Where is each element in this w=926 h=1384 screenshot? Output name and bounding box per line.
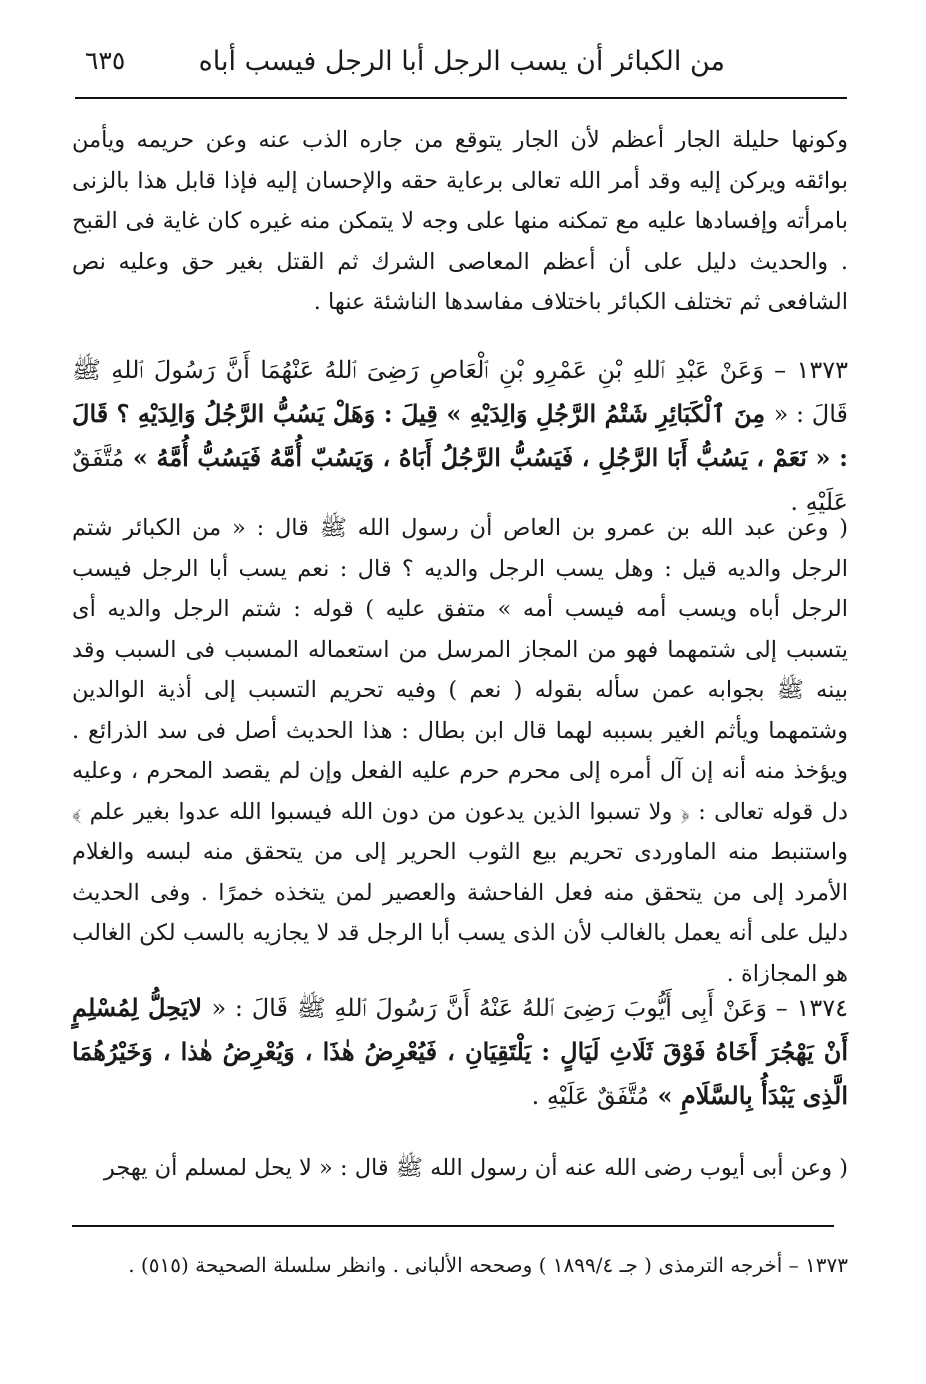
hadith-1373-grading: مُتَّفَقٌ عَلَيْهِ . (72, 444, 848, 516)
running-title: من الكبائر أن يسب الرجل أبا الرجل فيسب أباه (198, 46, 725, 77)
hadith-1373 (72, 348, 848, 524)
hadith-1373-isnad: ١٣٧٣ – وَعَنْ عَبْدِ ٱللهِ بْنِ عَمْرِو بْنِ ٱلْعَاصِ رَضِىَ ٱللهُ عَنْهُمَا أَنَّ رَسُولَ ٱللهِ ﷺ قَالَ : « (72, 356, 849, 428)
hadith-1373-matn: مِنَ ٱلْكَبَائِرِ شَتْمُ الرَّجُلِ وَالِدَيْهِ » قِيلَ : وَهَلْ يَسُبُّ الرَّجُلُ وَالِدَيْهِ ؟ قَالَ : « نَعَمْ ، يَسُبُّ أَبَا الرَّجُلِ ، فَيَسُبُّ الرَّجُلُ أَبَاهُ ، وَيَسُبّ أُمَّهُ فَيَسُبُّ أُمَّهُ » (72, 399, 848, 472)
footnote-rule (72, 1225, 834, 1227)
hadith-1374 (72, 986, 848, 1118)
hadith-1374-grading: مُتَّفَقٌ عَلَيْهِ . (531, 1082, 650, 1110)
commentary-paragraph-1374: ( وعن أبى أيوب رضى الله عنه أن رسول الله ﷺ قال : « لا يحل لمسلم أن يهجر (103, 1155, 848, 1181)
page-header (75, 40, 845, 92)
commentary-paragraph-1373: ( وعن عبد الله بن عمرو بن العاص أن رسول الله ﷺ قال : « من الكبائر شتم الرجل والديه قيل : وهل يسب الرجل والديه ؟ قال : نعم يسب أبا الرجل فيسب الرجل أباه ويسب أمه فيسب أمه » متفق عليه ) قوله : شتم الرجل والديه أى يتسبب إلى شتمهما فهو من المجاز المرسل من استعماله المسبب فى السبب وقد بينه ﷺ بجوابه عمن سأله بقوله ( نعم ) وفيه تحريم التسبب إلى أذية الوالدين وشتمهما ويأثم الغير بسببه لهما قال ابن بطال : هذا الحديث أصل فى سد الذرائع . ويؤخذ منه أنه إن آل أمره إلى محرم حرم عليه الفعل وإن لم يقصد المحرم ، وعليه دل قوله تعالى : ﴿ ولا تسبوا الذين يدعون من دون الله فيسبوا الله عدوا بغير علم ﴾ واستنبط منه الماوردى تحريم بيع الثوب الحرير إلى من يتحقق منه لبسه والغلام الأمرد إلى من يتحقق منه فعل الفاحشة والعصير لمن يتخذه خمرًا . وفى الحديث دليل على أنه يعمل بالغالب لأن الذى يسب أبا الرجل قد لا يجازيه بالسب لكن الغالب هو المجازاة . (72, 515, 848, 987)
header-rule (75, 97, 847, 99)
footnote: ١٣٧٣ – أخرجه الترمذى ( جـ ١٨٩٩/٤ ) وصححه الألبانى . وانظر سلسلة الصحيحة (٥١٥) . (128, 1253, 848, 1277)
hadith-1374-matn: لايَحِلُّ لِمُسْلِمٍ أَنْ يَهْجُرَ أَخَاهُ فَوْقَ ثَلَاثِ لَيَالٍ : يَلْتَقِيَانِ ، فَيُعْرِضُ هٰذَا ، وَيُعْرِضُ هٰذا ، وَخَيْرُهُمَا الَّذِى يَبْدَأُ بِالسَّلَامِ » (72, 993, 848, 1110)
page-number: ٦٣٥ (85, 46, 126, 75)
commentary-paragraph: وكونها حليلة الجار أعظم لأن الجار يتوقع من جاره الذب عنه وعن حريمه ويأمن بوائقه ويركن إليه وقد أمر الله تعالى برعاية حقه والإحسان إليه فإذا قابل هذا بالزنى بامرأته وإفسادها عليه مع تمكنه منها على وجه لا يتمكن منه غيره كان غاية فى القبح . والحديث دليل على أن أعظم المعاصى الشرك ثم القتل بغير حق وعليه نص الشافعى ثم تختلف الكبائر باختلاف مفاسدها الناشئة عنها . (72, 127, 848, 315)
hadith-1374-isnad: ١٣٧٤ – وَعَنْ أَبِى أَيُّوبَ رَضِىَ ٱللهُ عَنْهُ أَنَّ رَسُولَ ٱللهِ ﷺ قَالَ : « (211, 994, 848, 1022)
